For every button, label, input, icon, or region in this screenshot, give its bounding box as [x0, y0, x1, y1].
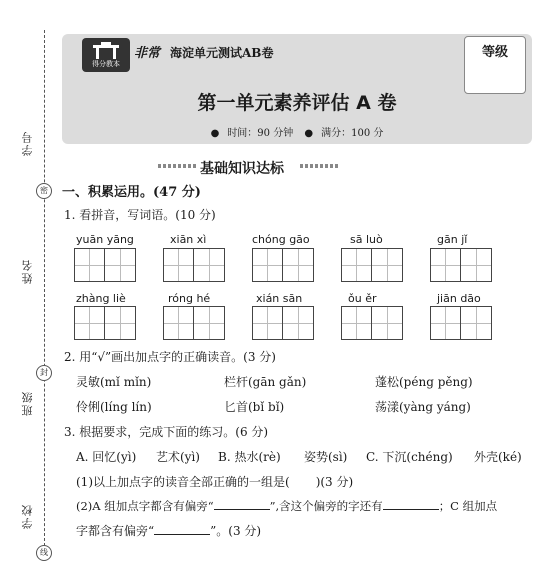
page-title: 第一单元素养评估 A 卷: [197, 92, 397, 114]
seal-mark-xian: 线: [36, 545, 52, 561]
clock-icon: ●: [210, 128, 220, 139]
q2-label: 2. 用“√”画出加点字的正确读音。(3 分): [64, 350, 276, 364]
q1-pinyin: yuān yāng: [76, 233, 134, 246]
q1-pinyin: jiān dāo: [437, 292, 481, 305]
answer-grid[interactable]: [74, 248, 136, 282]
q3-sub2-blank-radical[interactable]: [214, 509, 270, 510]
q3-sub2-text-d: 字都含有偏旁“: [76, 524, 155, 538]
q3-sub2-line2: [76, 522, 261, 539]
exam-meta: [62, 124, 532, 139]
answer-grid[interactable]: [252, 248, 314, 282]
section-banner: 基础知识达标: [200, 161, 284, 177]
q2-item[interactable]: 蓬松(péng pěng): [375, 375, 473, 389]
answer-grid[interactable]: [341, 306, 403, 340]
banner-decoration-right: [300, 164, 338, 168]
q3-option: 艺术(yì): [156, 450, 200, 464]
q1-pinyin: zhàng liè: [76, 292, 126, 305]
grade-label: 等级: [481, 45, 508, 60]
q1-pinyin: ǒu ěr: [348, 292, 377, 305]
q2-item[interactable]: 荡漾(yàng yáng): [375, 400, 471, 414]
school-label: 学校: [21, 503, 34, 529]
q1-pinyin: sā luò: [350, 233, 383, 246]
brand-name: 非常: [134, 46, 161, 61]
q3-sub2-text-b: ”,含这个偏旁的字还有: [269, 499, 383, 513]
q1-label: 1. 看拼音，写词语。(10 分): [64, 208, 216, 222]
q3-option: 姿势(sì): [304, 450, 348, 464]
answer-grid[interactable]: [163, 306, 225, 340]
answer-grid[interactable]: [430, 306, 492, 340]
score-icon: ●: [304, 128, 314, 139]
q3-sub2-text-a: (2)A 组加点字都含有偏旁“: [76, 499, 214, 513]
q3-sub1-points: )(3 分): [315, 475, 354, 489]
name-label: 姓名: [21, 258, 34, 284]
answer-grid[interactable]: [341, 248, 403, 282]
seal-mark-mi: 密: [36, 183, 52, 199]
q1-pinyin: xiān xì: [170, 233, 207, 246]
grade-box: [464, 36, 526, 94]
q3-sub1-text: (1)以上加点字的读音全部正确的一组是(: [76, 475, 290, 489]
seal-mark-feng: 封: [36, 365, 52, 381]
q1-pinyin: róng hé: [168, 292, 211, 305]
publisher-logo: [82, 38, 130, 72]
answer-grid[interactable]: [74, 306, 136, 340]
answer-grid[interactable]: [163, 248, 225, 282]
q1-pinyin: xián sān: [256, 292, 303, 305]
q3-sub2-line1: [76, 498, 497, 514]
q3-sub2-blank-c-radical[interactable]: [154, 534, 210, 535]
answer-grid[interactable]: [430, 248, 492, 282]
student-id-label: 学号: [21, 130, 34, 156]
q3-sub2-text-c: ；C 组加点: [438, 499, 498, 513]
q3-option: A. 回忆(yì): [76, 450, 137, 464]
class-label: 班级: [21, 390, 34, 416]
banner-decoration-left: [158, 164, 196, 168]
logo-text: 得分教本: [92, 60, 120, 68]
q1-pinyin: chóng gāo: [252, 233, 310, 246]
q3-option: C. 下沉(chéng): [366, 450, 453, 464]
q2-item[interactable]: 伶俐(líng lín): [76, 400, 152, 414]
q3-sub1: [76, 473, 353, 490]
q1-pinyin: gān jǐ: [437, 233, 468, 246]
q3-option: B. 热水(rè): [218, 450, 281, 464]
full-score: 满分：100 分: [321, 128, 384, 139]
q2-item[interactable]: 栏杆(gān gǎn): [224, 375, 307, 389]
part1-heading: 一、积累运用。(47 分): [62, 185, 201, 200]
q3-option: 外壳(ké): [474, 450, 522, 464]
q3-label: 3. 根据要求，完成下面的练习。(6 分): [64, 425, 269, 439]
q2-item[interactable]: 匕首(bǐ bǐ): [224, 400, 285, 414]
binding-dashed-line: [44, 30, 45, 551]
gate-icon: [91, 41, 121, 59]
q2-item[interactable]: 灵敏(mǐ mǐn): [76, 375, 152, 389]
q3-sub2-blank-chars[interactable]: [383, 509, 439, 510]
q3-sub2-text-e: ”。(3 分): [210, 524, 262, 538]
time-limit: 时间：90 分钟: [227, 128, 294, 139]
series-name: 海淀单元测试AB卷: [170, 46, 274, 60]
answer-grid[interactable]: [252, 306, 314, 340]
